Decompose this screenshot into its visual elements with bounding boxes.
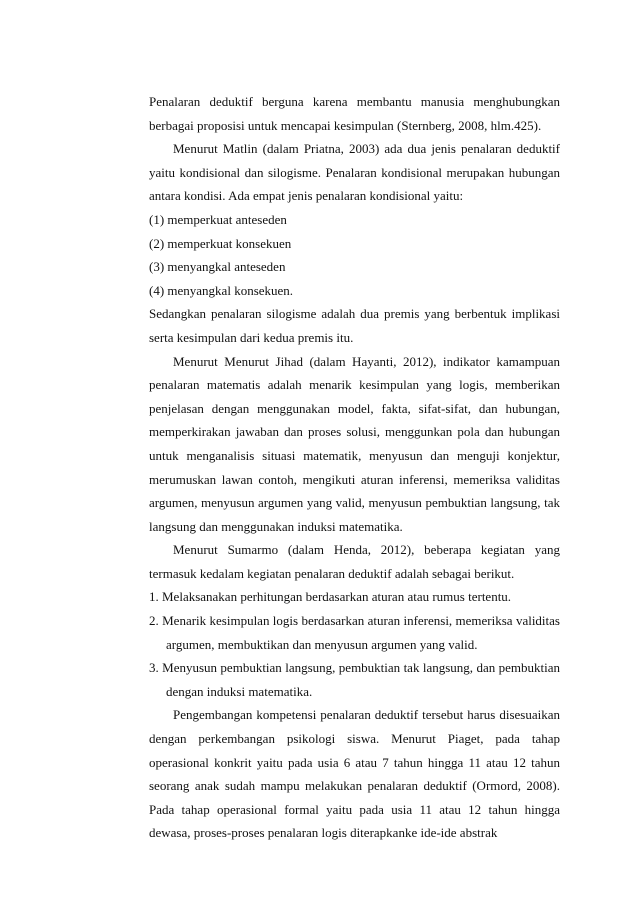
activity-list-item: 3. Menyusun pembuktian langsung, pembuktian tak langsung, dan pembuktian dengan induksi matematika. — [149, 660, 560, 699]
document-page — [149, 90, 560, 845]
conditional-list-item: (2) memperkuat konsekuen — [149, 235, 292, 251]
activity-list-item: 1. Melaksanakan perhitungan berdasarkan aturan atau rumus tertentu. — [149, 589, 512, 605]
paragraph-syllogism: Sedangkan penalaran silogisme adalah dua premis yang berbentuk implikasi serta kesimpulan dari kedua premis itu. — [149, 306, 560, 345]
conditional-list-item: (4) menyangkal konsekuen. — [149, 282, 294, 298]
conditional-list-item: (1) memperkuat anteseden — [149, 211, 287, 227]
activity-list-item: 2. Menarik kesimpulan logis berdasarkan aturan inferensi, memeriksa validitas argumen, membuktikan dan menyusun argumen yang valid. — [149, 613, 560, 652]
paragraph-jihad: Menurut Menurut Jihad (dalam Hayanti, 2012), indikator kamampuan penalaran matematis adalah menarik kesimpulan yang logis, memberikan penjelasan dengan menggunakan model, fakta, sifat-sifat, dan hubungan, memperkirakan jawaban dan proses solusi, menggunkan pola dan hubungan untuk menganalisis situasi matematik, menyusun dan menguji konjektur, merumuskan lawan contoh, mengikuti aturan inferensi, memeriksa validitas argumen, menyusun argumen yang valid, menyusun pembuktian langsung, tak langsung dan menggunakan induksi matematika. — [149, 353, 560, 534]
conditional-list-item: (3) menyangkal anteseden — [149, 259, 286, 275]
paragraph-piaget: Pengembangan kompetensi penalaran deduktif tersebut harus disesuaikan dengan perkembangan psikologi siswa. Menurut Piaget, pada tahap operasional konkrit yaitu pada usia 6 atau 7 tahun hingga 11 atau 12 tahun seorang anak sudah mampu melakukan penalaran deduktif (Ormord, 2008). Pada tahap operasional formal yaitu pada usia 11 atau 12 tahun hingga dewasa, proses-proses penalaran logis diterapkanke ide-ide abstrak — [149, 707, 560, 841]
paragraph-matlin: Menurut Matlin (dalam Priatna, 2003) ada dua jenis penalaran deduktif yaitu kondisional dan silogisme. Penalaran kondisional merupakan hubungan antara kondisi. Ada empat jenis penalaran kondisional yaitu: — [149, 141, 560, 204]
paragraph-sumarmo: Menurut Sumarmo (dalam Henda, 2012), beberapa kegiatan yang termasuk kedalam kegiatan penalaran deduktif adalah sebagai berikut. — [149, 542, 560, 581]
paragraph-deductive-purpose: Penalaran deduktif berguna karena membantu manusia menghubungkan berbagai proposisi untuk mencapai kesimpulan (Sternberg, 2008, hlm.425). — [149, 94, 560, 133]
